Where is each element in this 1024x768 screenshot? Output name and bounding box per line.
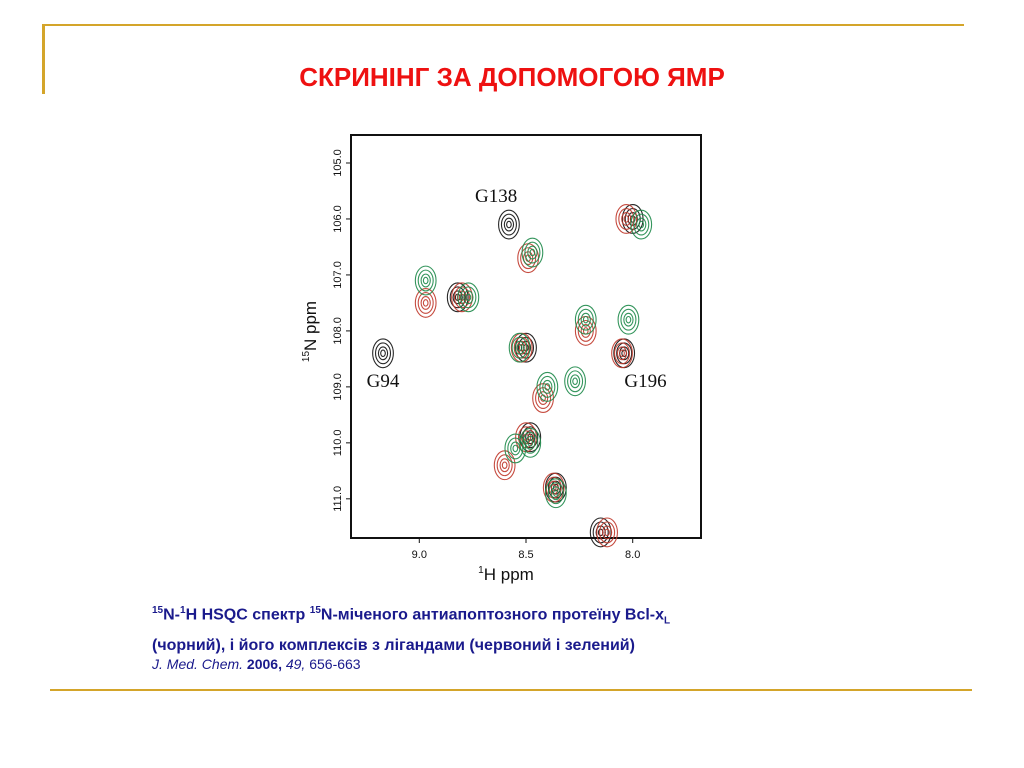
peak-annotation: G196 [624, 370, 667, 392]
caption-line-1: $^{15}$N-$^1$H HSQC спектр $^{15}$N-міченого антиапоптозного протеїну Bcl-$x_L$ [152, 605, 671, 627]
x-tick-label: 9.0 [411, 549, 427, 561]
x-tick-label: 8.5 [518, 549, 534, 561]
top-rule [42, 24, 964, 26]
slide-title: СКРИНІНГ ЗА ДОПОМОГОЮ ЯМР [299, 62, 725, 92]
citation-journal: J. Med. Chem. [152, 656, 244, 672]
figure-caption [152, 599, 912, 658]
citation-volume: 49, [285, 656, 306, 672]
caption-line-2: (чорний), і його комплексів з лігандами (червоний і зелений) [152, 636, 635, 654]
y-axis-label: $^{15}$N ppm [301, 300, 320, 363]
bottom-rule [50, 689, 972, 691]
x-tick-label: 8.0 [625, 549, 641, 561]
y-tick-label: 108.0 [332, 317, 344, 345]
x-axis-label: $^1$H ppm [478, 565, 534, 584]
citation-year: 2006, [246, 656, 282, 672]
citation-pages: 656-663 [309, 656, 361, 672]
y-tick-label: 110.0 [332, 429, 344, 457]
y-tick-label: 109.0 [332, 373, 344, 401]
peak-annotation: G138 [475, 186, 518, 208]
y-tick-label: 111.0 [332, 485, 344, 512]
citation [152, 656, 361, 672]
hsqc-spectrum-chart [290, 120, 730, 590]
y-tick-label: 105.0 [332, 149, 344, 177]
y-tick-label: 107.0 [332, 261, 344, 289]
y-tick-label: 106.0 [332, 205, 344, 233]
peak-annotation: G94 [366, 370, 400, 392]
